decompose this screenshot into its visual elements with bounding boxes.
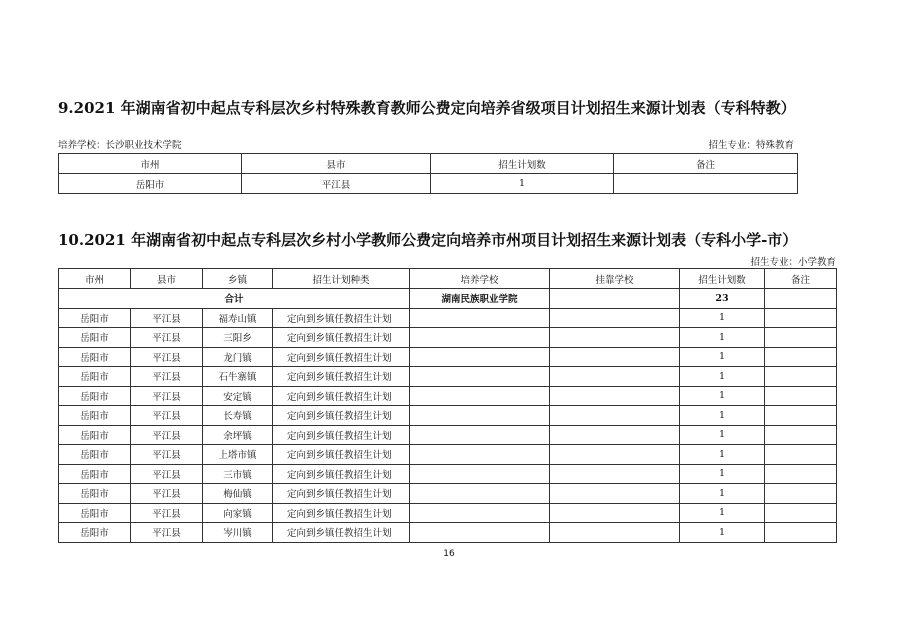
table-cell: 平江县: [131, 523, 203, 543]
table-cell: 石牛寨镇: [203, 367, 273, 387]
table-cell: 定向到乡镇任教招生计划: [273, 386, 410, 406]
column-header: 培养学校: [410, 269, 550, 289]
table-cell: [410, 523, 550, 543]
table-row: [59, 425, 837, 445]
table-row: [59, 464, 837, 484]
page-number: 16: [443, 549, 455, 559]
table-cell: [550, 464, 680, 484]
column-header: 市州: [59, 154, 242, 174]
table-cell: [765, 484, 837, 504]
table-cell: 平江县: [131, 308, 203, 328]
table-cell: [410, 464, 550, 484]
table-cell: 1: [680, 503, 765, 523]
table-cell: 平江县: [131, 328, 203, 348]
table-cell: 平江县: [131, 425, 203, 445]
column-header: 县市: [131, 269, 203, 289]
table-cell: 岑川镇: [203, 523, 273, 543]
table-cell: [614, 174, 798, 194]
column-header: 招生计划数: [680, 269, 765, 289]
table-cell: [765, 503, 837, 523]
table-cell: [765, 445, 837, 465]
table-cell: [765, 308, 837, 328]
table-cell: 定向到乡镇任教招生计划: [273, 484, 410, 504]
section9-school: 培养学校：长沙职业技术学院: [58, 140, 182, 151]
table-cell: 岳阳市: [59, 308, 131, 328]
table-cell: 龙门镇: [203, 347, 273, 367]
table-row: [59, 174, 798, 194]
table-cell: 1: [680, 425, 765, 445]
section10-table: [58, 268, 837, 543]
table-row: [59, 445, 837, 465]
table-cell: [550, 347, 680, 367]
table-cell: [765, 328, 837, 348]
table-cell: 岳阳市: [59, 523, 131, 543]
table-cell: [765, 406, 837, 426]
table-cell: 定向到乡镇任教招生计划: [273, 464, 410, 484]
table-cell: 岳阳市: [59, 503, 131, 523]
table-cell: [410, 503, 550, 523]
table-cell: [410, 386, 550, 406]
table-cell: 1: [680, 328, 765, 348]
table-cell: [765, 386, 837, 406]
table-cell: 定向到乡镇任教招生计划: [273, 328, 410, 348]
table-row: [59, 523, 837, 543]
table-cell: 1: [680, 484, 765, 504]
table-cell: 定向到乡镇任教招生计划: [273, 503, 410, 523]
table-cell: 定向到乡镇任教招生计划: [273, 523, 410, 543]
table-cell: 三市镇: [203, 464, 273, 484]
table-cell: 岳阳市: [59, 445, 131, 465]
section9-title: 9.2021 年湖南省初中起点专科层次乡村特殊教育教师公费定向培养省级项目计划招生来源计划表（专科特教）: [58, 99, 796, 117]
table-cell: 平江县: [131, 386, 203, 406]
table-cell: 福寿山镇: [203, 308, 273, 328]
column-header: 挂靠学校: [550, 269, 680, 289]
table-cell: [550, 425, 680, 445]
table-cell: 岳阳市: [59, 484, 131, 504]
table-cell: 1: [680, 464, 765, 484]
table-cell: [550, 406, 680, 426]
table-cell: 定向到乡镇任教招生计划: [273, 367, 410, 387]
table-cell: 1: [680, 367, 765, 387]
table-cell: 1: [680, 523, 765, 543]
table-cell: 平江县: [131, 445, 203, 465]
table-cell: [550, 289, 680, 309]
table-cell: 岳阳市: [59, 347, 131, 367]
table-cell: [550, 386, 680, 406]
table-cell: 三阳乡: [203, 328, 273, 348]
table-header-row: [59, 154, 798, 174]
column-header: 乡镇: [203, 269, 273, 289]
section9-major: 招生专业：特殊教育: [708, 140, 794, 151]
column-header: 备注: [614, 154, 798, 174]
table-cell: [550, 503, 680, 523]
table-cell: 岳阳市: [59, 328, 131, 348]
table-cell: 平江县: [131, 503, 203, 523]
table-cell: 余坪镇: [203, 425, 273, 445]
column-header: 招生计划数: [431, 154, 614, 174]
table-cell: 向家镇: [203, 503, 273, 523]
table-cell: 岳阳市: [59, 425, 131, 445]
table-cell: [550, 328, 680, 348]
table-cell: 岳阳市: [59, 174, 242, 194]
table-cell: 岳阳市: [59, 367, 131, 387]
table-cell: [765, 347, 837, 367]
table-cell: [410, 308, 550, 328]
total-row: [59, 289, 837, 309]
table-cell: [410, 328, 550, 348]
table-row: [59, 328, 837, 348]
total-school: 湖南民族职业学院: [410, 289, 550, 309]
table-cell: [765, 367, 837, 387]
table-row: [59, 367, 837, 387]
table-cell: 定向到乡镇任教招生计划: [273, 406, 410, 426]
table-header-row: [59, 269, 837, 289]
table-cell: 1: [680, 406, 765, 426]
table-row: [59, 503, 837, 523]
column-header: 招生计划种类: [273, 269, 410, 289]
total-count: 23: [680, 289, 765, 309]
table-cell: 岳阳市: [59, 464, 131, 484]
section9-table: [58, 153, 798, 194]
section10-major: 招生专业：小学教育: [750, 257, 836, 268]
table-cell: [410, 367, 550, 387]
table-cell: 梅仙镇: [203, 484, 273, 504]
table-cell: [550, 367, 680, 387]
table-cell: [410, 347, 550, 367]
table-cell: 平江县: [131, 464, 203, 484]
table-cell: [550, 308, 680, 328]
table-cell: [550, 445, 680, 465]
table-cell: [410, 484, 550, 504]
total-label: 合计: [59, 289, 410, 309]
table-cell: [550, 523, 680, 543]
table-row: [59, 347, 837, 367]
column-header: 备注: [765, 269, 837, 289]
table-cell: 定向到乡镇任教招生计划: [273, 445, 410, 465]
column-header: 县市: [242, 154, 431, 174]
table-cell: 平江县: [131, 347, 203, 367]
table-cell: [765, 464, 837, 484]
table-cell: 平江县: [131, 406, 203, 426]
table-row: [59, 386, 837, 406]
column-header: 市州: [59, 269, 131, 289]
table-cell: 平江县: [131, 367, 203, 387]
table-cell: [765, 289, 837, 309]
section10-title: 10.2021 年湖南省初中起点专科层次乡村小学教师公费定向培养市州项目计划招生来源计划表（专科小学-市）: [58, 231, 798, 249]
table-cell: 平江县: [131, 484, 203, 504]
table-cell: 平江县: [242, 174, 431, 194]
table-cell: 1: [680, 445, 765, 465]
table-cell: 长寿镇: [203, 406, 273, 426]
table-cell: 1: [680, 386, 765, 406]
table-cell: [765, 425, 837, 445]
table-cell: 定向到乡镇任教招生计划: [273, 425, 410, 445]
table-cell: [410, 406, 550, 426]
table-row: [59, 484, 837, 504]
table-row: [59, 406, 837, 426]
table-cell: [410, 445, 550, 465]
table-cell: 安定镇: [203, 386, 273, 406]
table-cell: 1: [431, 174, 614, 194]
table-cell: [410, 425, 550, 445]
table-cell: [550, 484, 680, 504]
table-row: [59, 308, 837, 328]
table-cell: 上塔市镇: [203, 445, 273, 465]
table-cell: 1: [680, 347, 765, 367]
table-cell: 定向到乡镇任教招生计划: [273, 347, 410, 367]
table-cell: 1: [680, 308, 765, 328]
table-cell: 岳阳市: [59, 406, 131, 426]
table-cell: 定向到乡镇任教招生计划: [273, 308, 410, 328]
table-cell: 岳阳市: [59, 386, 131, 406]
table-cell: [765, 523, 837, 543]
